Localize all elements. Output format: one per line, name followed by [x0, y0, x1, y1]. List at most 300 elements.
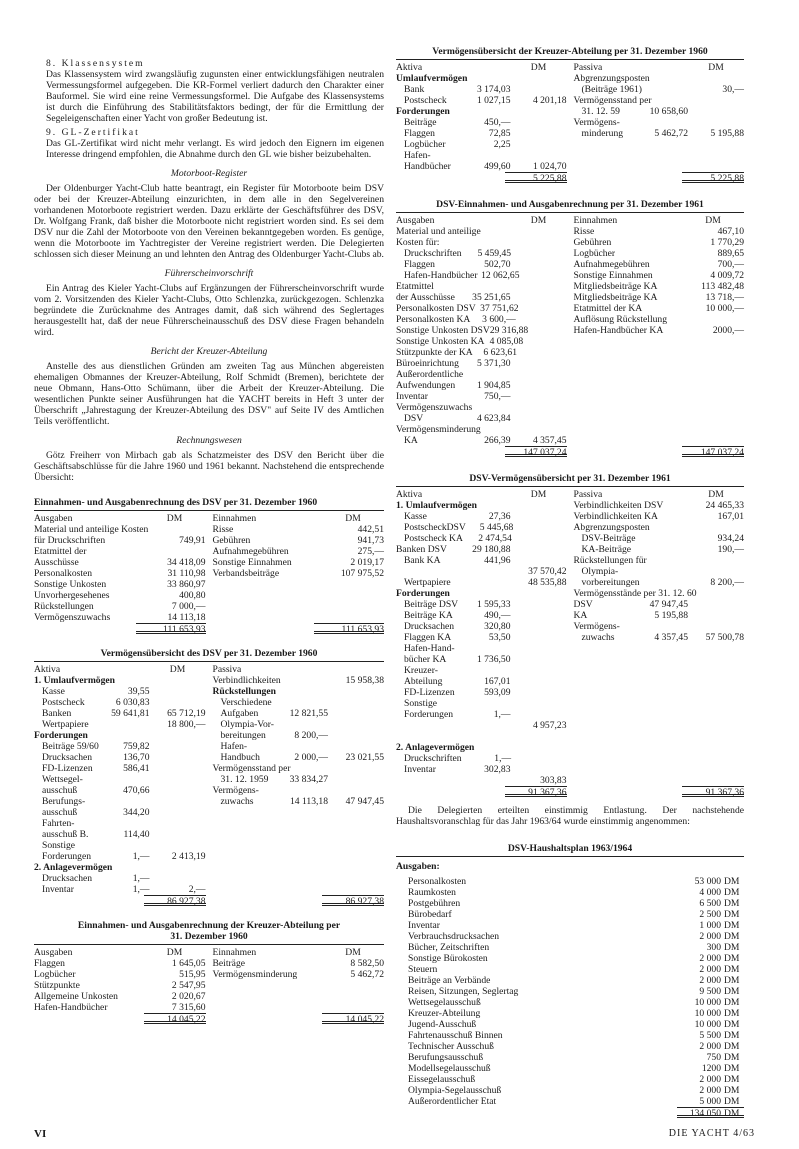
row-value — [148, 524, 205, 535]
row-value: 2000,— — [712, 325, 744, 336]
row-label: Passiva — [573, 62, 603, 73]
row-value — [693, 555, 744, 566]
row-value — [517, 347, 567, 358]
row-label: Material und anteilige — [396, 226, 481, 237]
row-value — [511, 511, 567, 522]
row-value: 4 085,08 — [489, 336, 524, 347]
row-label — [396, 775, 461, 786]
row-value: 5 195,88 — [654, 610, 688, 621]
row-value — [100, 719, 150, 730]
table-row — [408, 909, 744, 920]
row-label: Drucksachen — [404, 621, 455, 632]
table-title-dsv-1960: Einnahmen- und Ausgabenrechnung des DSV per 31. Dezember 1960 — [34, 497, 318, 508]
table-row — [34, 708, 206, 719]
row-label: Bank — [404, 84, 425, 95]
table-row — [573, 226, 744, 237]
table-row — [573, 533, 744, 544]
row-label: 31. 12. 1959 — [220, 774, 269, 785]
table-row — [396, 424, 567, 435]
row-value: 6 623,61 — [483, 347, 517, 358]
row-unit: DM — [724, 942, 740, 953]
row-label: Gebühren — [573, 237, 612, 248]
table-row — [396, 742, 567, 753]
row-value — [638, 62, 688, 73]
row-value — [517, 402, 567, 413]
table-row — [396, 654, 567, 665]
row-value — [278, 741, 328, 752]
table-row — [396, 698, 567, 709]
table-row — [213, 774, 385, 785]
table-row — [408, 887, 744, 898]
row-value — [115, 675, 158, 686]
table-row — [396, 270, 567, 281]
row-value — [150, 774, 206, 785]
paragraph-rechnungswesen: Götz Freiherr von Mirbach gab als Schatzmeister des DSV den Bericht über die Geschäftsabschlüsse für die Jahre 1960 und 1961 bekannt. Nachstehend die entsprechende Übersicht: — [34, 450, 384, 483]
row-value — [511, 599, 567, 610]
row-value — [688, 599, 744, 610]
table-row — [408, 1041, 744, 1052]
table-row — [34, 862, 206, 873]
row-value: 700,— — [717, 259, 744, 270]
table-row — [34, 851, 206, 862]
row-value — [461, 588, 511, 599]
row-value: 2 547,95 — [171, 980, 206, 991]
table-row — [396, 413, 567, 424]
row-value: 2 000 — [699, 1041, 721, 1052]
row-label: Sonstige Unkosten — [34, 579, 107, 590]
table-haushaltsplan — [396, 876, 744, 1107]
row-value: 57 500,78 — [705, 632, 744, 643]
row-label: Reisen, Sitzungen, Seglertag — [408, 986, 519, 997]
row-label: Bürobedarf — [408, 909, 452, 920]
paragraph-entlastung: Die Delegierten erteilten einstimmig Entlastung. Der nachstehende Haushaltsvoranschlag für das Jahr 1963/64 wurde einstimmig angenommen: — [396, 805, 744, 827]
row-value: 37 570,42 — [528, 566, 567, 577]
table-row — [396, 687, 567, 698]
row-value: 2 000 — [699, 964, 721, 975]
row-value — [521, 226, 566, 237]
row-label: Verschiedene — [220, 697, 272, 708]
row-value: 1 904,85 — [476, 380, 511, 391]
row-value: 48 535,88 — [528, 577, 567, 588]
table-row — [396, 84, 567, 95]
row-label: FD-Lizenzen — [404, 687, 455, 698]
table-title-dsv-ea-1961: DSV-Einnahmen- und Ausgabenrechnung per 31. Dezember 1961 — [436, 199, 704, 210]
row-label: Vermögensstand per — [212, 763, 291, 774]
row-value — [719, 588, 744, 599]
row-label: 1. Umlaufvermögen — [34, 675, 115, 686]
table-dsv-ea-1961 — [396, 215, 744, 446]
row-label: Einnahmen — [212, 513, 257, 524]
row-value: 470,66 — [123, 785, 150, 796]
table-row — [408, 1063, 744, 1074]
row-label: Bank KA — [404, 555, 441, 566]
row-label: DSV — [573, 599, 593, 610]
row-value — [291, 763, 335, 774]
row-value — [640, 577, 689, 588]
table-row — [573, 588, 744, 599]
row-value: 24 465,33 — [705, 500, 744, 511]
row-value: 5 500 — [699, 1030, 721, 1041]
row-value — [511, 698, 567, 709]
table-row — [396, 577, 567, 588]
row-label: 2. Anlagevermögen — [34, 862, 113, 873]
table-row — [213, 697, 385, 708]
table-row — [213, 664, 385, 675]
row-value: 502,70 — [484, 259, 511, 270]
row-label: Kasse — [42, 686, 65, 697]
row-value — [328, 686, 384, 697]
row-value: 586,41 — [123, 763, 150, 774]
table-title-haushaltsplan: DSV-Haushaltsplan 1963/1964 — [507, 843, 633, 854]
row-value: 59 641,81 — [111, 708, 150, 719]
section-9-title: 9. GL-Zertifikat — [46, 127, 140, 138]
row-unit: DM — [724, 887, 740, 898]
row-value — [278, 719, 328, 730]
table-row — [573, 117, 744, 128]
table-row — [396, 215, 567, 226]
row-unit: DM — [724, 876, 740, 887]
row-unit: DM — [724, 1085, 740, 1096]
row-value: 400,80 — [179, 590, 206, 601]
row-value — [638, 544, 688, 555]
row-value — [688, 621, 744, 632]
row-value — [688, 117, 744, 128]
row-unit: DM — [724, 997, 740, 1008]
row-label: Sonstige — [42, 840, 76, 851]
paragraph-motorboot: Der Oldenburger Yacht-Club hatte beantragt, ein Register für Motorboote beim DSV oder bei der Kreuzer-Abteilung einzurichten, in dem alle in den Segelvereinen vorhandenen Motorboote registriert werden. Dazu erklärte der Geschäftsführer des DSV, Dr. Wolfgang Frank, daß bisher die Motorboote nicht registriert worden sind. Es sei dem DSV nur die Zahl der Motorboote von den Vereinen bekanntgegeben worden. Es genüge, wenn die Motorboote im Yachtregister der Vereine registriert werden. Die Delegierten schlossen sich dieser Meinung an und lehnten den Antrag des Oldenburger Yacht-Clubs ab. — [34, 183, 384, 260]
row-label: Fahrtenausschuß Binnen — [408, 1030, 503, 1041]
row-value: 6 030,83 — [115, 697, 150, 708]
row-label — [396, 720, 461, 731]
row-label: Vermögensstände per 31. 12. 60 — [573, 588, 697, 599]
row-value: DM — [169, 664, 186, 675]
table-row — [396, 117, 567, 128]
row-label: Kasse — [404, 511, 427, 522]
row-value: 5 000 — [699, 1096, 721, 1107]
row-value: 490,— — [484, 610, 511, 621]
row-value — [650, 522, 694, 533]
table-row — [396, 336, 567, 347]
row-value — [328, 708, 384, 719]
row-label: Wertpapiere — [404, 577, 451, 588]
table-row — [408, 997, 744, 1008]
row-value — [461, 577, 511, 588]
row-value: 35 251,65 — [472, 292, 511, 303]
table-row — [396, 555, 567, 566]
table-row — [213, 546, 385, 557]
row-label: Verbandsbeiträge — [212, 568, 280, 579]
table-row — [396, 632, 567, 643]
table-row — [34, 969, 206, 980]
row-label: Personalkosten — [34, 568, 93, 579]
row-label: Risse — [573, 226, 595, 237]
row-label: Handbuch — [220, 752, 260, 763]
row-label: 2. Anlagevermögen — [396, 742, 475, 753]
row-value: 300 — [706, 942, 721, 953]
row-value — [511, 588, 567, 599]
row-label: DSV — [404, 413, 424, 424]
table-row — [573, 489, 744, 500]
table-row — [573, 577, 744, 588]
table-row — [34, 601, 206, 612]
row-value: 30,— — [722, 84, 744, 95]
row-value: 2 000 — [699, 953, 721, 964]
row-value: 1,— — [132, 873, 150, 884]
table-row — [396, 95, 567, 106]
row-value — [697, 588, 719, 599]
row-label: Inventar — [396, 391, 428, 402]
row-value: DM — [530, 62, 547, 73]
row-unit: DM — [724, 1030, 740, 1041]
table-row — [573, 128, 744, 139]
row-label: Stützpunkte der KA — [396, 347, 473, 358]
row-value — [663, 500, 701, 511]
row-value — [467, 73, 514, 84]
row-value — [150, 818, 206, 829]
row-value — [511, 676, 567, 687]
row-label: der Ausschüsse — [396, 292, 455, 303]
row-unit: DM — [724, 931, 740, 942]
total: 111 653,93 — [314, 623, 384, 634]
row-value — [511, 544, 567, 555]
table-row — [213, 796, 385, 807]
row-label: Etatmittel der KA — [573, 303, 643, 314]
page-number: VI — [34, 1128, 47, 1140]
row-value — [112, 862, 156, 873]
right-column — [396, 46, 744, 1118]
row-value: 1 000 — [699, 920, 721, 931]
row-value — [511, 610, 567, 621]
row-value — [511, 117, 567, 128]
row-label: Drucksachen — [42, 873, 93, 884]
row-value — [511, 281, 567, 292]
row-value: 2 000 — [699, 1085, 721, 1096]
row-label: Berufungs- — [42, 796, 86, 807]
table-column — [213, 513, 385, 623]
table-row — [396, 281, 567, 292]
table-row — [396, 731, 567, 742]
row-unit: DM — [724, 909, 740, 920]
row-value — [100, 730, 150, 741]
row-label: Außerordentliche — [396, 369, 464, 380]
table-row — [573, 95, 744, 106]
row-value: DM — [705, 215, 721, 226]
row-value — [511, 413, 567, 424]
total: 147 037,24 — [682, 446, 744, 457]
row-value — [682, 314, 744, 325]
row-value — [461, 489, 511, 500]
row-value: 10 000 — [694, 997, 721, 1008]
row-value — [461, 237, 511, 248]
table-row — [573, 522, 744, 533]
table-row — [396, 588, 567, 599]
section-9-text: Das GL-Zertifikat wird nicht mehr verlangt. Es wird jedoch den Eignern im eigenen Interesse dringend empfohlen, die Abnahme durch den GL wie bisher beizubehalten. — [46, 138, 384, 160]
row-value — [278, 785, 328, 796]
table-row — [396, 544, 567, 555]
table-row — [573, 73, 744, 84]
row-value: DM — [708, 62, 724, 73]
row-value: 2 019,17 — [350, 557, 384, 568]
row-value — [144, 546, 206, 557]
left-column — [34, 58, 384, 1024]
row-value — [638, 489, 688, 500]
row-label: Kosten für: — [396, 237, 440, 248]
row-value: 8 582,50 — [350, 958, 384, 969]
row-label: Vermögens- — [212, 785, 259, 796]
row-value: 889,65 — [717, 248, 744, 259]
row-label: Banken — [42, 708, 72, 719]
row-label: Passiva — [573, 489, 603, 500]
table-row — [396, 775, 567, 786]
table-row — [213, 708, 385, 719]
table-row — [573, 248, 744, 259]
table-row — [34, 664, 206, 675]
row-label: Sonstige Einnahmen — [573, 270, 653, 281]
row-label: Vermögensminderung — [212, 969, 298, 980]
row-value — [513, 522, 566, 533]
row-value: 7 315,60 — [171, 1002, 206, 1013]
row-value — [511, 555, 567, 566]
row-value — [511, 358, 567, 369]
row-value: 167,01 — [484, 676, 511, 687]
row-value — [150, 730, 206, 741]
row-value — [278, 686, 328, 697]
table-row — [213, 568, 385, 579]
table-column — [213, 664, 385, 895]
row-label: DSV-Beiträge — [581, 533, 636, 544]
row-value: 136,70 — [123, 752, 150, 763]
row-label: Auflösung Rückstellung — [573, 314, 668, 325]
table-row — [34, 947, 206, 958]
row-value: 1,— — [494, 753, 512, 764]
table-row — [396, 369, 567, 380]
row-label: Fahrten- — [42, 818, 75, 829]
table-row — [213, 513, 385, 524]
table-row — [396, 303, 567, 314]
row-value: 53 000 — [694, 876, 721, 887]
row-value — [511, 128, 567, 139]
row-label: ausschuß B. — [42, 829, 89, 840]
table-row — [396, 709, 567, 720]
table-row — [213, 719, 385, 730]
row-value: 12 821,55 — [289, 708, 328, 719]
table-row — [213, 741, 385, 752]
row-value: 2 474,54 — [478, 533, 512, 544]
table-row — [34, 829, 206, 840]
row-value — [511, 139, 567, 150]
row-value — [521, 424, 566, 435]
table-dsv-vermoegen-1960 — [34, 664, 384, 895]
row-label: Verbindlichkeiten DSV — [573, 500, 664, 511]
row-value — [474, 742, 517, 753]
row-label: Inventar — [42, 884, 74, 895]
row-value: 2 500 — [699, 909, 721, 920]
row-label: Ausgaben — [34, 947, 73, 958]
row-label: Postscheck — [42, 697, 85, 708]
row-value: 344,20 — [123, 807, 150, 818]
row-label: Wettsegelausschuß — [408, 997, 481, 1008]
row-value: 2 000,— — [294, 752, 328, 763]
row-value: 72,85 — [488, 128, 511, 139]
table-row — [34, 535, 206, 546]
table-row — [396, 128, 567, 139]
table-column — [573, 62, 744, 172]
row-value — [156, 862, 205, 873]
table-row — [573, 237, 744, 248]
row-value: 2 000 — [699, 1074, 721, 1085]
row-label: Personalkosten — [408, 876, 467, 887]
paragraph-fuehrerschein: Ein Antrag des Kieler Yacht-Clubs auf Ergänzungen der Führerscheinvorschrift wurde vom 2. Vorsitzenden des Kieler Yacht-Clubs, Otto Schlenzka, zurückgezogen. Schlenzka begründete die Zurücknahme des Antrages damit, daß sich während des Seglertages herausgestellt hat, daß der neue Führerscheinausschuß des DSV diese Fragen behandeln wird. — [34, 283, 384, 338]
row-label: Hafen-Handbücher — [34, 1002, 108, 1013]
table-row — [396, 610, 567, 621]
table-row — [34, 991, 206, 1002]
haushaltsplan-head: Ausgaben: — [396, 861, 440, 872]
row-label: Aktiva — [396, 62, 423, 73]
row-unit: DM — [724, 920, 740, 931]
row-label: Vermögensminderung — [396, 424, 481, 435]
row-label: Aktiva — [34, 664, 61, 675]
row-value: 9 500 — [699, 986, 721, 997]
row-value — [150, 840, 206, 851]
table-row — [396, 489, 567, 500]
row-label: Forderungen — [396, 106, 450, 117]
row-label: Forderungen — [396, 588, 450, 599]
row-value — [514, 73, 566, 84]
row-label: KA — [573, 610, 588, 621]
table-row — [573, 215, 744, 226]
total: 86 927,38 — [144, 895, 206, 906]
row-value — [528, 325, 566, 336]
row-value: 33 834,27 — [289, 774, 328, 785]
total: 14 045,22 — [322, 1013, 384, 1024]
row-label: KA — [404, 435, 418, 446]
table-row — [396, 106, 567, 117]
row-label: Kreuzer- — [404, 665, 438, 676]
total: 111 653,93 — [136, 623, 206, 634]
row-value — [328, 697, 384, 708]
subheading-rechnungswesen: Rechnungswesen — [176, 435, 242, 446]
table-row — [573, 303, 744, 314]
table-row — [573, 610, 744, 621]
table-column — [213, 947, 385, 1013]
table-row — [573, 62, 744, 73]
row-value: 33 860,97 — [167, 579, 206, 590]
table-row — [396, 150, 567, 161]
row-unit: DM — [724, 898, 740, 909]
row-unit: DM — [724, 964, 740, 975]
table-row — [408, 953, 744, 964]
row-label: Flaggen — [404, 259, 435, 270]
row-label: Logbücher — [404, 139, 446, 150]
table-row — [213, 524, 385, 535]
row-value — [519, 303, 567, 314]
table-title-ka-1960: Einnahmen- und Ausgabenrechnung der Kreuzer-Abteilung per 31. Dezember 1960 — [77, 920, 341, 942]
section-8-title: 8. Klassensystem — [46, 58, 145, 69]
table-row — [396, 511, 567, 522]
row-label: PostscheckDSV — [404, 522, 466, 533]
row-label: Beiträge an Verbände — [408, 975, 491, 986]
row-value — [100, 796, 150, 807]
row-value — [511, 248, 566, 259]
row-value — [150, 873, 206, 884]
row-label: Einnahmen — [573, 215, 618, 226]
table-row — [408, 920, 744, 931]
table-row — [573, 511, 744, 522]
row-value — [511, 687, 567, 698]
table-row — [396, 347, 567, 358]
table-row — [408, 1019, 744, 1030]
row-value — [328, 730, 384, 741]
